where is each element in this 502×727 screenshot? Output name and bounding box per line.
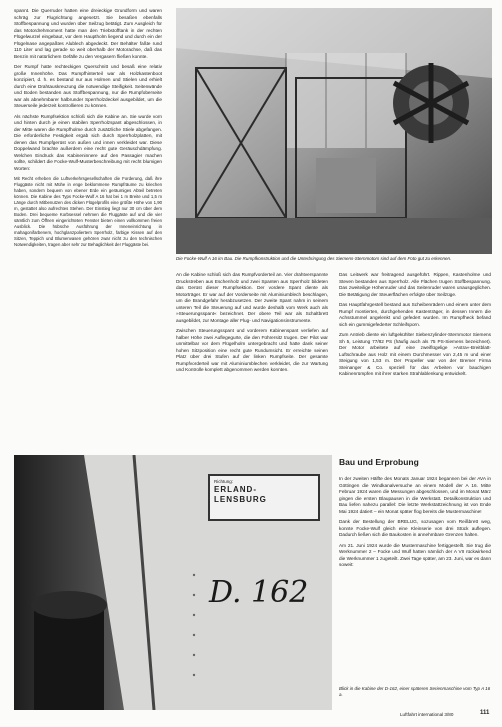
label-line: Richtung: [214,479,234,484]
footer-source: Luftfahrt international 3/80 [400,712,454,717]
photo-caption-bottom: Blick in die Kabine der D-162, einer späteren Serienmaschine vom Typ A 16 a. [339,686,491,697]
window-label [214,479,318,505]
paragraph: Zum Antrieb diente ein luftgekühlter Siebenzylinder-Sternmotor Siemens Sh 5, Leistung 77/82 PS (häufig auch als 75 PS-Siemens bezeichnet). Der Motor arbeitete auf eine zweiflügelige »Astra«-Breitblatt-Luftschraube aus Holz mit einem Durchmesser von 2,45 m und einer Steigung von 1,53 m. Der Propeller war von der Bremer Firma Steinanger & Co. speziell für das Arbeiten vor bauchigen Kabinenrümpfen mit ihrer starken Strahlablenkung entwickelt. [339,332,491,376]
label-line: ERLAND- [214,485,257,494]
registration-marking: D. 162 [209,575,309,610]
text-column-3 [339,272,491,382]
paragraph: Dank der Bestellung der BRELUG, sozusagen vom Reißbrett weg, konnte Focke-Wulf gleich eine Kleinserie von drei Stück auflegen. Dadurch ließen sich die Baukosten in annehmbare Grenzen halten. [339,519,491,537]
paragraph: spannt. Die Querruder hatten eine dreieckige Grundform und waren schräg zur Flugrichtung angesetzt. Sie besaßen ebenfalls Stoffbespannung und wurden über Seilzug betätigt. Zum Ausgleich für das Motordrehmoment hatte man den Triebstofftank in der rechten Flügelwurzel eingebaut, vor dem Hauptholm liegend und durch ein der Flügelnase angepaßtes Alublech abgedeckt. Der Behälter faßte rund 110 Liter und lag gerade so weit oberhalb der Motorachse, daß das Benzin mit natürlichem Gefälle zu den Vergasern fließen konnte. [14,8,162,59]
paragraph: Am 21. Juni 1924 wurde die Mustermaschine fertiggestellt. Sie trug die Werknummer 2 – Focke und Wulf hatten nämlich der A VII rückwirkend die Werknummer 1 zugeteilt. Zwei Tage später, am 23. Juni, war es dann soweit: [339,542,491,567]
text-column-2 [176,272,328,378]
section-text [339,476,491,573]
text-column-1 [14,8,162,252]
cabin-photo [14,455,332,710]
paragraph: Als nächste Rumpfsektion schloß sich die Kabine an. Sie wurde vorn und hinten durch je einen stabilen Sperrholzspant abgeschlossen, in der Mitte waren die Rumpfholme durch zusätzliche Stiele abgefangen. Die erforderliche Festigkeit ergab sich durch Sperrholzplatten, mit denen das Rumpfgerüst von außen und innen verkleidet war. Diese Doppelwand brachte außerdem eine recht gute Geräuschdämpfung. Welchen Eindruck das Kabineninnere auf den Passagier machen sollte, schildert die Focke-Wulf-Musterbeschreibung mit recht blumigen Worten: [14,113,162,171]
paragraph: An die Kabine schloß sich das Rumpfvorderteil an. Vier drahtverspannte Druckstreben aus Eschenholz und zwei Spanten aus Sperrholz bildeten das Gerüst dieser Rumpfsektion. Der vordere Spant diente als Motorträger. Er war auf der Vorderseite mit Aluminiumblech beschlagen, um die Brandgefahr herabzusetzen. Der zweite Spant nahm in seinem unteren Teil die Steuerung auf und wurde deshalb vom Werk auch als »Steuerungsspant« bezeichnet. Der obere Teil war als Schaltbrett ausgebildet, zur Montage aller Flug- und Navigationsinstrumente. [176,272,328,323]
quote-paragraph: Mit Recht erheben die Luftverkehrsgesellschaften die Forderung, daß ihre Fluggäste nicht mit Mühe in enge beklommene Rumpfräume zu kriechen haben, sondern bequem von ebener Erde ein geräumiges Abteil betreten können. Die Kabine des Typs Focke-Wulf A 16 hat bei 1 m Breite und 1,5 m Länge durch Mitbenutzen des dicken Flügelprofils eine größte Höhe von 1,90 m, gestattet also aufrechtes Stehen. Der Einstieg liegt nur 30 cm über dem Boden. Drei bequeme Korbsessel nehmen die Fluggäste auf und die vier sämtlich zum Öffnen eingerichteten Fenster bieten einen vollkommen freien Ausblick. Die hübsche Ausführung der Inneneinrichtung in mahagonifarbenem, hochglanzpoliertem Sperrholz, farbige Kissen auf den Sitzen, Teppich und Blumenvasen gehören zwar nicht zu den technischen Notwendigkeiten, tragen aber sehr zur Behaglichkeit der Fluggäste bei. [14,176,162,247]
page-number: 111 [480,710,490,716]
construction-photo [176,8,492,254]
section-heading: Bau und Erprobung [339,457,419,467]
photo-caption-top: Die Focke-Wulf A 16 im Bau. Die Rumpfkonstruktion und die Unterbringung des Siemens-Sternmotors sind auf dem Foto gut zu erkennen. [176,256,452,261]
paragraph: Das Hauptfahrgestell bestand aus Scheibenrädern und einem unter dem Rumpf montierten, durchgehenden Kastenträger, in dessen Innern die Achsstummel angelenkt und gefedert wurden. Im Rumpfheck befand sich ein gummigefederter Schleifsporn. [339,302,491,327]
construction-photo-image [176,8,492,254]
paragraph: Das Leitwerk war freitragend ausgeführt. Rippen, Kastenholme und Steven bestanden aus Sperrholz. Alle Flächen trugen Stoffbespannung. Das zweiteilige Höhenruder und das Seitenruder waren unausgeglichen. Die Betätigung der Steuerflächen erfolgte über Seilzüge. [339,272,491,297]
paragraph: Zwischen Steuerungsspant und vorderem Kabinenspant verliefen auf halber Höhe zwei Auflegegurte, die den Führersitz trugen. Der Pilot war unmittelbar vor dem Flügelholm untergebracht und hatte dank seiner hohen Sitzposition eine recht gute Rundumsicht. Er erreichte seinen Platz über drei Stufen auf der linken Rumpfseite. Der gesamte Rumpfvorderteil war mit Aluminiumblechen verkleidet, die zur Wartung und Kontrolle komplett abgenommen werden konnten. [176,328,328,372]
paragraph: In der zweiten Hälfte des Monats Januar 1924 begannen bei der AVA in Göttingen die Windkanalversuche an einem Modell der A 16. Mitte Februar 1924 waren die Messungen abgeschlossen, und im Monat März gingen die ersten Blaupausen in die Werkstatt. Detailkonstruktion und Bau liefen nahezu parallel: Die letzte Werkstattzeichnung ist von Ende Mai 1924 datiert – ein Monat später flog bereits die Mustermaschine! [339,476,491,514]
label-line: LENSBURG [214,495,267,504]
paragraph: Der Rumpf hatte rechteckigen Querschnitt und besaß eine relativ große Innenhöhe. Das Rumpfhinterteil war als Holzkastenboot konzipiert, d. h. es bestand nur aus Holmen und Stielen und erhielt durch eine Drahtauskreuzung die notwendige Steifigkeit. Seitenwände und Boden bestanden aus Stoffbespannung, nur die Rumpfoberseite war als abnehmbarer halbrunder Sperrholzdeckel ausgebildet, um die Steuerseile jederzeit kontrollieren zu können. [14,64,162,108]
